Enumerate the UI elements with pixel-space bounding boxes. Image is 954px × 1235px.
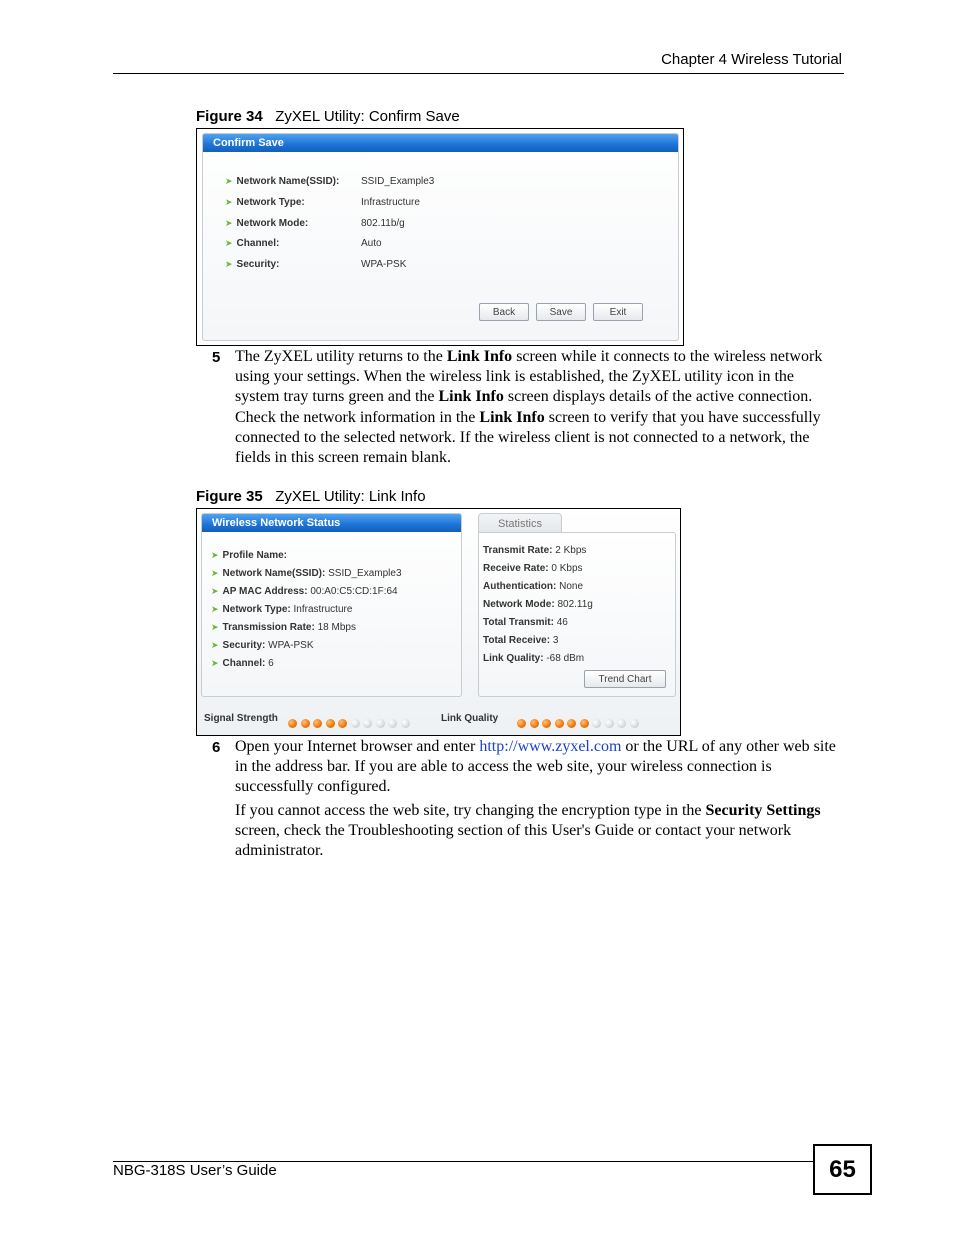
stats-row: Link Quality: -68 dBm	[483, 653, 585, 664]
link-quality-meter	[517, 714, 642, 726]
link-info-screenshot	[196, 508, 681, 736]
step-5-number: 5	[212, 349, 221, 366]
meter-dot	[542, 719, 551, 728]
meter-dot	[567, 719, 576, 728]
field-row: ➤ Security:	[225, 259, 280, 270]
link-quality-label: Link Quality	[441, 713, 499, 724]
figure-34-caption	[196, 108, 460, 125]
arrow-icon: ➤	[211, 586, 219, 596]
figure-35-label: Figure 35	[196, 488, 263, 505]
field-value: WPA-PSK	[361, 259, 407, 270]
arrow-icon: ➤	[225, 259, 233, 269]
figure-34-title: ZyXEL Utility: Confirm Save	[275, 108, 460, 125]
header-rule	[113, 73, 844, 74]
confirm-save-screenshot	[196, 128, 684, 346]
meter-dot	[351, 719, 360, 728]
status-row: ➤ Profile Name:	[211, 550, 288, 561]
status-row: ➤ Security: WPA-PSK	[211, 640, 314, 651]
figure-34-label: Figure 34	[196, 108, 263, 125]
meter-dot	[605, 719, 614, 728]
meter-dot	[388, 719, 397, 728]
arrow-icon: ➤	[225, 218, 233, 228]
status-row: ➤ Transmission Rate: 18 Mbps	[211, 622, 356, 633]
meter-dot	[338, 719, 347, 728]
meter-dot	[630, 719, 639, 728]
meter-dot	[376, 719, 385, 728]
meter-dot	[530, 719, 539, 728]
signal-strength-label: Signal Strength	[204, 713, 278, 724]
meter-dot	[363, 719, 372, 728]
arrow-icon: ➤	[225, 176, 233, 186]
stats-row: Receive Rate: 0 Kbps	[483, 563, 583, 574]
status-row: ➤ Network Name(SSID): SSID_Example3	[211, 568, 402, 579]
meter-dot	[401, 719, 410, 728]
stats-row: Authentication: None	[483, 581, 584, 592]
wireless-status-panel	[201, 513, 462, 697]
meter-dot	[326, 719, 335, 728]
arrow-icon: ➤	[225, 197, 233, 207]
statistics-panel	[478, 532, 676, 697]
page-number: 65	[813, 1144, 872, 1195]
signal-strength-meter	[288, 714, 413, 726]
meter-dot	[580, 719, 589, 728]
meter-dot	[288, 719, 297, 728]
status-row: ➤ Network Type: Infrastructure	[211, 604, 353, 615]
field-value: Auto	[361, 238, 382, 249]
status-row: ➤ AP MAC Address: 00:A0:C5:CD:1F:64	[211, 586, 398, 597]
arrow-icon: ➤	[211, 550, 219, 560]
guide-name: NBG-318S User’s Guide	[113, 1162, 277, 1179]
trend-chart-button[interactable]: Trend Chart	[584, 670, 666, 688]
chapter-title: Chapter 4 Wireless Tutorial	[661, 51, 842, 68]
field-value: SSID_Example3	[361, 176, 435, 187]
confirm-save-title: Confirm Save	[203, 134, 678, 152]
field-row: ➤ Network Type:	[225, 197, 305, 208]
meter-dot	[592, 719, 601, 728]
field-value: Infrastructure	[361, 197, 420, 208]
arrow-icon: ➤	[225, 238, 233, 248]
wireless-status-title: Wireless Network Status	[202, 514, 461, 532]
status-row: ➤ Channel: 6	[211, 658, 274, 669]
meter-dot	[313, 719, 322, 728]
stats-row: Network Mode: 802.11g	[483, 599, 593, 610]
field-row: ➤ Network Name(SSID):	[225, 176, 340, 187]
arrow-icon: ➤	[211, 640, 219, 650]
tab-statistics[interactable]: Statistics	[478, 513, 562, 533]
back-button[interactable]: Back	[479, 303, 529, 321]
zyxel-link[interactable]: http://www.zyxel.com	[479, 738, 622, 755]
stats-row: Total Receive: 3	[483, 635, 559, 646]
meter-dot	[555, 719, 564, 728]
meter-dot	[617, 719, 626, 728]
step-6-text: Open your Internet browser and enter http://www.zyxel.com or the URL of any other web site in the address bar. If you are able to access the web site, your wireless connection is successfully configured.	[235, 738, 836, 796]
confirm-save-panel	[202, 133, 679, 341]
field-row: ➤ Network Mode:	[225, 218, 309, 229]
exit-button[interactable]: Exit	[593, 303, 643, 321]
save-button[interactable]: Save	[536, 303, 586, 321]
figure-35-title: ZyXEL Utility: Link Info	[275, 488, 426, 505]
arrow-icon: ➤	[211, 622, 219, 632]
arrow-icon: ➤	[211, 604, 219, 614]
arrow-icon: ➤	[211, 568, 219, 578]
stats-row: Transmit Rate: 2 Kbps	[483, 545, 587, 556]
field-value: 802.11b/g	[361, 218, 405, 229]
stats-row: Total Transmit: 46	[483, 617, 568, 628]
meter-dot	[517, 719, 526, 728]
step-6-number: 6	[212, 739, 221, 756]
arrow-icon: ➤	[211, 658, 219, 668]
field-row: ➤ Channel:	[225, 238, 280, 249]
step-5-text: The ZyXEL utility returns to the Link Info screen while it connects to the wireless network using your settings. When the wireless link is established, the ZyXEL utility icon in the system tray turns green and the Link Info screen displays details of the active connection. Check the network information in the Link Info screen to verify that you have successfully connected to the selected network. If the wireless client is not connected to a network, the fields in this screen remain blank.	[235, 348, 823, 467]
step-6-note: If you cannot access the web site, try changing the encryption type in the Security Settings screen, check the Troubleshooting section of this User's Guide or contact your network administrator.	[235, 802, 821, 860]
meter-dot	[301, 719, 310, 728]
figure-35-caption	[196, 488, 426, 505]
